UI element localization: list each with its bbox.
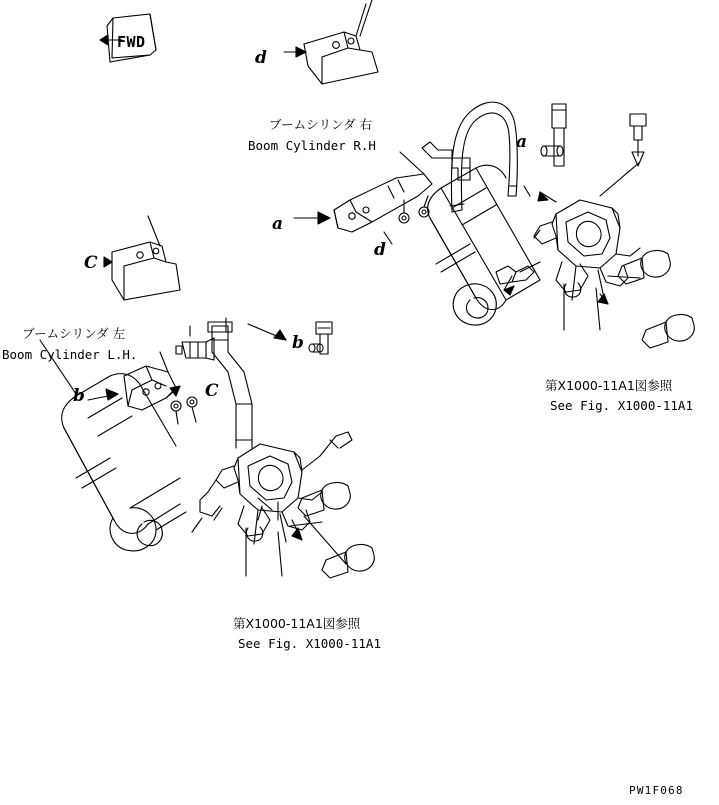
- bracket-top-d: [284, 0, 378, 84]
- title-boom-cylinder-lh-en: Boom Cylinder L.H.: [2, 347, 138, 362]
- valve-block-rh: [534, 200, 640, 300]
- bolt-lh-upper: [309, 322, 332, 354]
- mount-plate-center: [294, 152, 432, 244]
- callout-b-left: b: [73, 386, 85, 406]
- boom-cylinder-rh: [428, 165, 540, 325]
- reference-rh-en: See Fig. X1000-11A1: [550, 398, 693, 413]
- bolts-lh: [298, 483, 374, 578]
- callout-d-mid: d: [374, 240, 386, 260]
- title-boom-cylinder-lh-jp: ブームシリンダ 左: [22, 326, 126, 341]
- reference-lh-jp: 第X1000-11A1図参照: [233, 616, 361, 631]
- title-boom-cylinder-rh-en: Boom Cylinder R.H: [248, 138, 376, 153]
- title-boom-cylinder-rh-jp: ブームシリンダ 右: [269, 117, 373, 132]
- hydraulic-hose-rh: [450, 102, 517, 212]
- fwd-label: FWD: [117, 33, 146, 51]
- callout-d-top: d: [255, 48, 267, 68]
- valve-block-lh: [200, 432, 352, 544]
- reference-lh-en: See Fig. X1000-11A1: [238, 636, 381, 651]
- callout-c-lower: C: [205, 381, 219, 401]
- drawing-number: PW1F068: [629, 784, 684, 797]
- callout-a-right: a: [516, 132, 528, 152]
- fitting-rh-small: [496, 266, 534, 284]
- callout-c-upper: C: [84, 253, 98, 273]
- callout-b-right: b: [292, 333, 304, 353]
- elbow-fitting-lh: [176, 338, 214, 360]
- callout-a-left: a: [272, 214, 284, 234]
- elbow-fitting-rh-upper: [422, 142, 470, 180]
- reference-rh-jp: 第X1000-11A1図参照: [545, 378, 673, 393]
- bracket-upper-left-c: [104, 216, 180, 300]
